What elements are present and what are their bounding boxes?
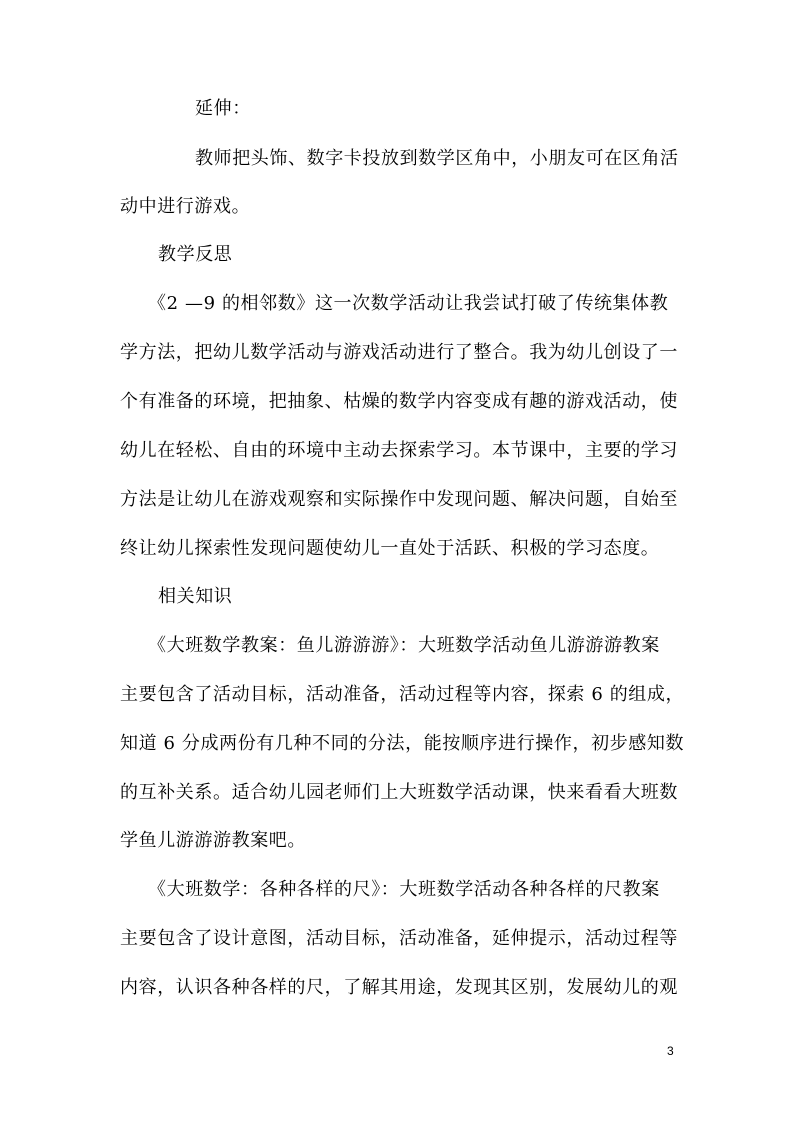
text-line: 方法是让幼儿在游戏观察和实际操作中发现问题、解决问题，自始至 [120, 489, 678, 510]
text-line: 个有准备的环境，把抽象、枯燥的数学内容变成有趣的游戏活动，使 [120, 391, 678, 412]
text-line: 学方法，把幼儿数学活动与游戏活动进行了整合。我为幼儿创设了一 [120, 342, 678, 363]
page-number: 3 [667, 1044, 674, 1058]
text-line: 动中进行游戏。 [120, 196, 251, 217]
text-line: 知道 6 分成两份有几种不同的分法，能按顺序进行操作，初步感知数 [120, 733, 685, 754]
text-line: 的互补关系。适合幼儿园老师们上大班数学活动课，快来看看大班数 [120, 782, 678, 803]
text-line: 《大班数学教案：鱼儿游游游》：大班数学活动鱼儿游游游教案 [148, 635, 660, 656]
text-line: 幼儿在轻松、自由的环境中主动去探索学习。本节课中，主要的学习 [120, 440, 678, 461]
text-line: 学鱼儿游游游教案吧。 [120, 830, 306, 851]
text-line: 终让幼儿探索性发现问题使幼儿一直处于活跃、积极的学习态度。 [120, 538, 660, 559]
section-heading: 相关知识 [158, 586, 233, 607]
text-line: 主要包含了设计意图，活动目标，活动准备，延伸提示，活动过程等 [120, 928, 678, 949]
text-line: 延伸： [195, 98, 251, 119]
text-line: 《2 —9 的相邻数》这一次数学活动让我尝试打破了传统集体教 [148, 293, 669, 314]
text-line: 教师把头饰、数字卡投放到数学区角中，小朋友可在区角活 [195, 148, 679, 169]
text-line: 主要包含了活动目标，活动准备，活动过程等内容，探索 6 的组成， [120, 684, 685, 705]
section-heading: 教学反思 [158, 244, 233, 265]
text-line: 内容，认识各种各样的尺，了解其用途，发现其区别，发展幼儿的观 [120, 977, 678, 998]
text-line: 《大班数学：各种各样的尺》：大班数学活动各种各样的尺教案 [148, 879, 660, 900]
